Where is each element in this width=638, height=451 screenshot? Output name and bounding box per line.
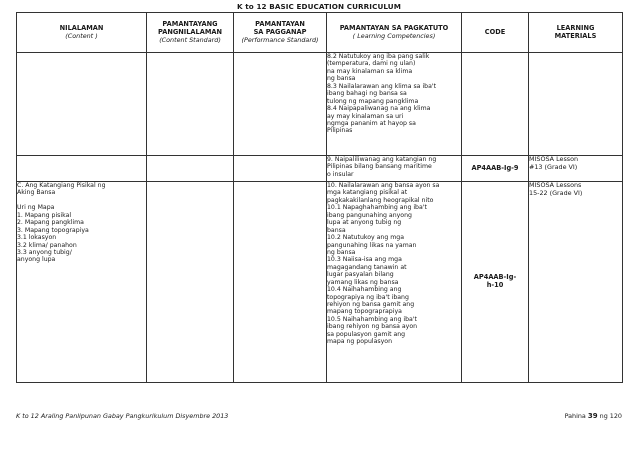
text-line: mga katangiang pisikal at	[327, 189, 408, 197]
table-row	[17, 182, 623, 383]
text-line: 10.4 Naihahambing ang	[327, 286, 402, 294]
text-line: anyong lupa	[17, 256, 56, 264]
text-line: 2. Mapang pangklima	[17, 219, 84, 227]
table-row	[17, 156, 623, 182]
text-line: ng bansa	[327, 75, 356, 83]
text-line: 3.2 klima/ panahon	[17, 241, 77, 249]
competency-cell	[327, 182, 462, 383]
text-line: mapa ng populasyon	[327, 338, 392, 346]
competency-cell	[327, 53, 462, 156]
text-line: 8.2 Natutukoy ang iba pang salik	[327, 53, 430, 60]
competency-code-line2: h-10	[486, 281, 504, 289]
text-line: ng bansa	[327, 248, 356, 256]
text-line: rehiyon ng bansa gamit ang	[327, 301, 415, 308]
content-standard-cell	[147, 53, 234, 156]
header-learning-competencies	[327, 13, 462, 53]
text-line: o insular	[327, 170, 354, 178]
header-content-standard-line2: PANGNILALAMAN	[157, 27, 223, 36]
text-line: pangunahing likas na yaman	[327, 241, 417, 249]
code-cell	[462, 156, 529, 182]
materials-cell	[529, 182, 623, 383]
text-line: 3. Mapang topograpiya	[17, 226, 89, 234]
text-line: topograpiya ng iba't ibang	[327, 293, 409, 301]
competency-code-line1: AP4AAB-Ig-	[473, 273, 517, 282]
text-line: Pilipinas	[327, 127, 353, 135]
header-learning-materials-line2: MATERIALS	[554, 31, 597, 40]
text-line: (temperatura, dami ng ulan)	[327, 60, 416, 68]
competency-code: AP4AAB-Ig-9	[471, 163, 519, 172]
materials-cell	[529, 53, 623, 156]
text-line: ibang bahagi ng bansa sa	[327, 90, 407, 98]
page-prefix: Pahina	[564, 412, 588, 420]
header-learning-materials	[529, 13, 623, 53]
header-learning-competencies-sub: ( Learning Competencies)	[352, 31, 436, 40]
text-line: 8.4 Naipapaliwanag na ang klima	[327, 105, 431, 113]
header-learning-competencies-main: PAMANTAYAN SA PAGKATUTO	[339, 23, 449, 32]
competency-list	[327, 182, 461, 346]
text-line: Uri ng Mapa	[17, 204, 55, 212]
header-code-label: CODE	[484, 27, 506, 36]
header-content-standard-line1: PAMANTAYANG	[162, 19, 218, 28]
content-list	[17, 182, 146, 264]
page-title: K to 12 BASIC EDUCATION CURRICULUM	[237, 2, 401, 11]
text-line: 9. Naipaliliwanag ang katangian ng	[327, 156, 437, 163]
content-cell	[17, 53, 147, 156]
performance-standard-cell	[234, 156, 327, 182]
competency-cell	[327, 156, 462, 182]
text-line: sa populasyon gamit ang	[327, 330, 406, 338]
materials-list	[529, 182, 622, 197]
text-line: MISOSA Lesson	[529, 155, 579, 163]
text-line: tulong ng mapang pangklima	[327, 97, 419, 105]
header-nilalaman	[17, 13, 147, 53]
text-line: MISOSA Lessons	[529, 181, 582, 189]
text-line: Aking Bansa	[17, 189, 56, 197]
code-cell	[462, 182, 529, 383]
text-line: yamang likas ng bansa	[327, 278, 399, 286]
text-line: ibang rehiyon ng bansa ayon	[327, 323, 418, 331]
performance-standard-cell	[234, 53, 327, 156]
footer-title: K to 12 Araling Panlipunan Gabay Pangkurikulum Disyembre 2013	[16, 412, 229, 420]
page-suffix: ng 120	[597, 412, 622, 420]
content-cell	[17, 182, 147, 383]
materials-list	[529, 156, 622, 171]
text-line: ngmga pananim at hayop sa	[327, 119, 416, 127]
performance-standard-cell	[234, 182, 327, 383]
text-line: Pilipinas bilang bansang maritime	[327, 163, 432, 171]
text-line	[17, 197, 146, 204]
header-performance-standard-line2: SA PAGGANAP	[253, 27, 307, 36]
header-code	[462, 13, 529, 53]
text-line: magagandang tanawin at	[327, 263, 407, 271]
text-line: 1. Mapang pisikal	[17, 211, 72, 219]
text-line: 3.3 anyong tubig/	[17, 248, 72, 256]
text-line: 8.3 Nailalarawan ang klima sa iba't	[327, 82, 437, 90]
header-performance-standard	[234, 13, 327, 53]
text-line: 10.1 Napaghahambing ang iba't	[327, 204, 427, 212]
text-line: ay may kinalaman sa uri	[327, 112, 404, 120]
text-line: mapang topograprapiya	[327, 308, 402, 316]
page-number	[565, 412, 622, 420]
text-line: #13 (Grade VI)	[529, 162, 578, 171]
competency-list	[327, 53, 461, 135]
text-line: C. Ang Katangiang Pisikal ng	[17, 182, 106, 189]
text-line: na may kinalaman sa klima	[327, 67, 413, 75]
text-line: 15-22 (Grade VI)	[529, 188, 583, 197]
curriculum-table	[16, 12, 623, 383]
materials-cell	[529, 156, 623, 182]
table-row	[17, 53, 623, 156]
text-line: pagkakakilanlang heograpikal nito	[327, 196, 434, 204]
competency-list	[327, 156, 461, 178]
text-line: 10.3 Naiisa-isa ang mga	[327, 256, 402, 264]
header-row	[17, 13, 623, 53]
header-content-standard-sub: (Content Standard)	[159, 35, 221, 44]
text-line: lugar pasyalan bilang	[327, 271, 394, 279]
header-performance-standard-sub: (Performance Standard)	[241, 35, 319, 44]
text-line: ibang pangunahing anyong	[327, 211, 412, 219]
header-learning-materials-line1: LEARNING	[556, 23, 595, 32]
text-line: 10.5 Naihahambing ang iba't	[327, 315, 417, 323]
code-cell	[462, 53, 529, 156]
header-nilalaman-main: NILALAMAN	[59, 23, 104, 32]
header-content-standard	[147, 13, 234, 53]
content-standard-cell	[147, 182, 234, 383]
content-cell	[17, 156, 147, 182]
text-line: 10. Nailalarawan ang bansa ayon sa	[327, 182, 440, 189]
header-nilalaman-sub: (Content )	[65, 31, 98, 40]
text-line: 3.1 lokasyon	[17, 234, 57, 242]
text-line: bansa	[327, 226, 346, 234]
text-line: lupa at anyong tubig ng	[327, 219, 402, 227]
content-standard-cell	[147, 156, 234, 182]
header-performance-standard-line1: PAMANTAYAN	[255, 19, 305, 28]
page-num: 39	[587, 412, 598, 420]
text-line: 10.2 Natutukoy ang mga	[327, 234, 404, 242]
